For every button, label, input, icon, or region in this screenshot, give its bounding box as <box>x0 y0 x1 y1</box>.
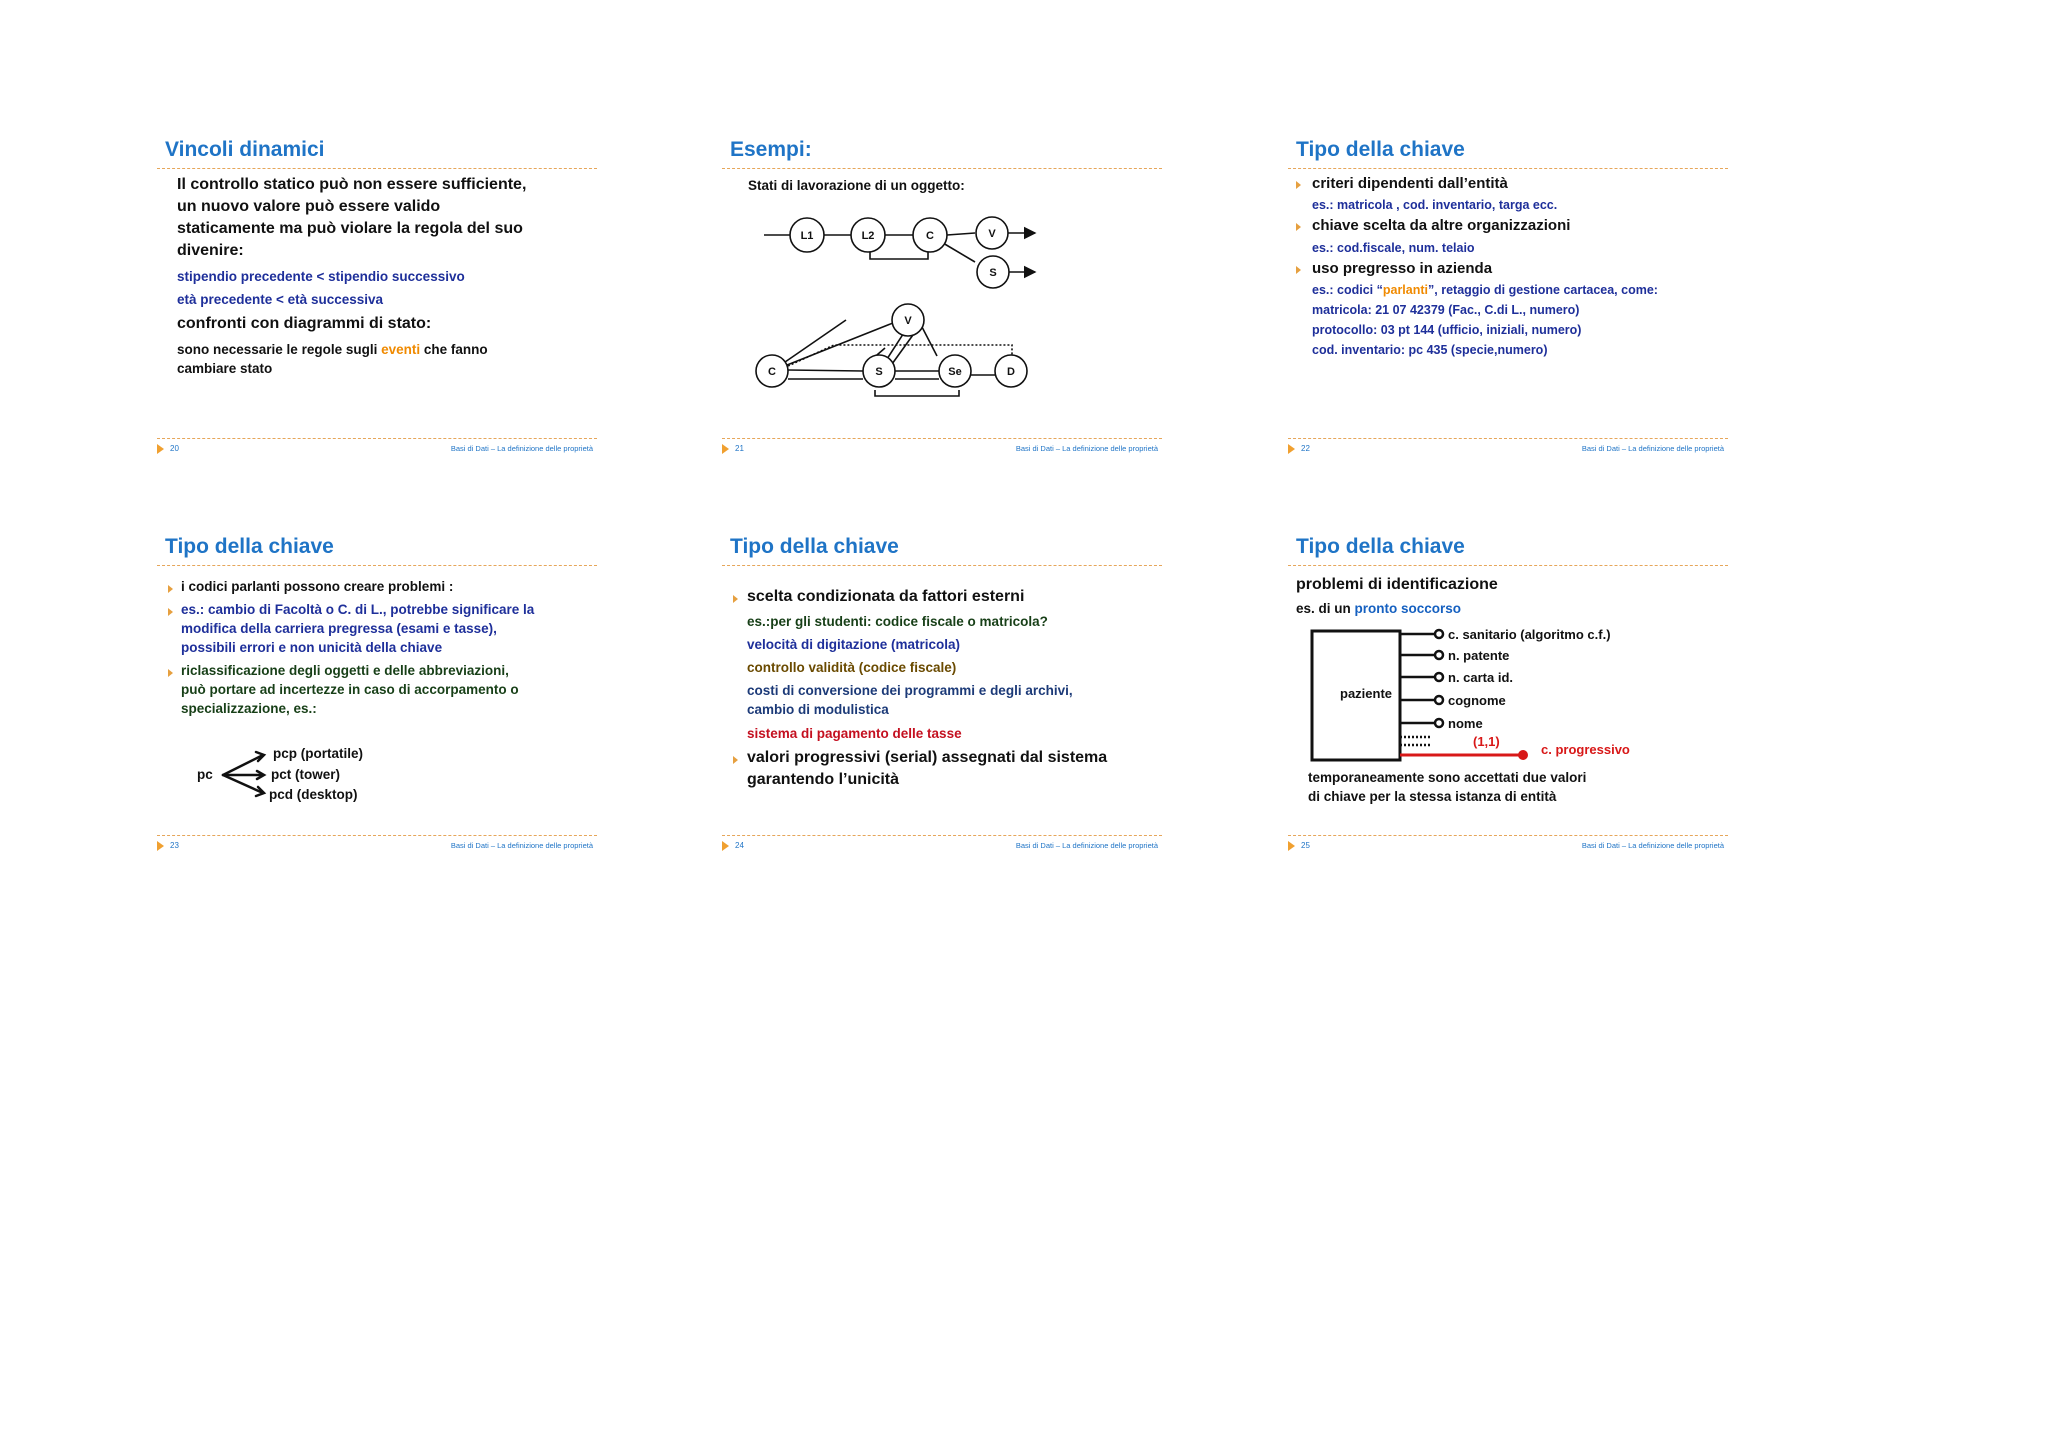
attribute-label: nome <box>1448 716 1483 731</box>
transition-line <box>947 233 975 235</box>
attribute-circle <box>1435 719 1443 727</box>
attribute-circle <box>1435 696 1443 704</box>
text-line: di chiave per la stessa istanza di entità <box>1308 789 1557 804</box>
text-line: controllo validità (codice fiscale) <box>747 660 957 675</box>
new-attribute-circle <box>1518 750 1528 760</box>
footer-arrow-icon <box>157 841 164 851</box>
text-line: cambiare stato <box>177 361 273 376</box>
state-label: S <box>989 267 997 279</box>
text-line: velocità di digitazione (matricola) <box>747 637 961 652</box>
tree-branch: pcp (portatile) <box>273 746 363 761</box>
text-line: Il controllo statico può non essere sufficiente, <box>177 176 527 193</box>
slide-21 <box>722 138 1162 453</box>
footer-arrow-icon <box>722 841 729 851</box>
text-line: garantendo l’unicità <box>747 771 900 788</box>
state-label: C <box>768 366 776 378</box>
entity-label: paziente <box>1340 686 1393 701</box>
state-label: V <box>988 228 996 240</box>
text-line: sono necessarie le regole sugli eventi che fanno <box>177 342 488 357</box>
footer-arrow-icon <box>1288 841 1295 851</box>
text-line: divenire: <box>177 242 244 259</box>
text-line: stipendio precedente < stipendio successivo <box>177 269 465 284</box>
slide-25 <box>1288 535 1728 850</box>
diagram-caption: Stati di lavorazione di un oggetto: <box>748 178 965 193</box>
title-divider <box>1288 168 1728 169</box>
attribute-label: cognome <box>1448 693 1506 708</box>
state-label: L2 <box>861 230 875 242</box>
text-line: specializzazione, es.: <box>181 701 317 716</box>
bullet-text: i codici parlanti possono creare problemi : <box>181 579 454 594</box>
tree-branch: pct (tower) <box>271 767 340 782</box>
state-label: V <box>904 315 912 327</box>
text-line: es. di un pronto soccorso <box>1296 601 1462 616</box>
bullet-text: valori progressivi (serial) assegnati dal sistema <box>747 749 1108 766</box>
page-number: 23 <box>170 841 179 850</box>
slide-title: Vincoli dinamici <box>165 138 325 161</box>
attribute-label: c. sanitario (algoritmo c.f.) <box>1448 627 1611 642</box>
state-label: S <box>875 366 883 378</box>
page-number: 24 <box>735 841 744 850</box>
text-line: es.: codici “parlanti”, retaggio di gestione cartacea, come: <box>1312 283 1658 297</box>
text-line: modifica della carriera pregressa (esami e tasse), <box>181 621 497 636</box>
slide-24 <box>722 535 1162 850</box>
tree-root: pc <box>197 767 213 782</box>
text-line: problemi di identificazione <box>1296 576 1498 593</box>
transition-line <box>943 243 975 262</box>
slide-title: Tipo della chiave <box>730 535 899 558</box>
slide-20 <box>157 138 597 453</box>
footer-divider <box>1288 835 1728 836</box>
transition-line <box>870 250 928 259</box>
branch-arrows <box>157 535 597 835</box>
footer-text: Basi di Dati – La definizione delle proprietà <box>450 444 593 453</box>
state-label: L1 <box>800 230 814 242</box>
footer-arrow-icon <box>722 444 729 454</box>
transition-line <box>875 390 959 396</box>
title-divider <box>722 565 1162 566</box>
footer-arrow-icon <box>1288 444 1295 454</box>
bullet-icon <box>733 756 738 764</box>
transition-line <box>788 370 863 371</box>
bullet-text: riclassificazione degli oggetti e delle abbreviazioni, <box>181 663 509 678</box>
text-line: costi di conversione dei programmi e degli archivi, <box>747 683 1073 698</box>
slide-22 <box>1288 138 1728 453</box>
text-line: es.:per gli studenti: codice fiscale o matricola? <box>747 614 1048 629</box>
bullet-text: es.: cambio di Facoltà o C. di L., potrebbe significare la <box>181 602 535 617</box>
slide-23 <box>157 535 597 850</box>
text-line: es.: cod.fiscale, num. telaio <box>1312 241 1475 255</box>
bullet-text: scelta condizionata da fattori esterni <box>747 588 1025 605</box>
text-line: possibili errori e non unicità della chiave <box>181 640 443 655</box>
slide-title: Tipo della chiave <box>1296 138 1465 161</box>
page-number: 21 <box>735 444 744 453</box>
text-line: staticamente ma può violare la regola del suo <box>177 220 523 237</box>
text-line: può portare ad incertezze in caso di accorpamento o <box>181 682 519 697</box>
bullet-icon <box>1296 181 1301 189</box>
new-attribute-label: c. progressivo <box>1541 742 1630 757</box>
page-number: 22 <box>1301 444 1310 453</box>
footer-text: Basi di Dati – La definizione delle proprietà <box>1581 841 1724 850</box>
page-number: 25 <box>1301 841 1310 850</box>
bullet-text: criteri dipendenti dall’entità <box>1312 175 1508 192</box>
slide-title: Tipo della chiave <box>1296 535 1465 558</box>
footer-divider <box>157 835 597 836</box>
footer-divider <box>157 438 597 439</box>
text-line: temporaneamente sono accettati due valori <box>1308 770 1587 785</box>
state-diagram <box>722 138 1162 438</box>
footer-text: Basi di Dati – La definizione delle proprietà <box>1015 841 1158 850</box>
text-line: protocollo: 03 pt 144 (ufficio, iniziali, numero) <box>1312 323 1582 337</box>
state-label: D <box>1007 366 1015 378</box>
slide-title: Esempi: <box>730 138 812 161</box>
transition-line <box>922 327 937 356</box>
footer-divider <box>722 438 1162 439</box>
text-line: cod. inventario: pc 435 (specie,numero) <box>1312 343 1548 357</box>
attribute-circle <box>1435 651 1443 659</box>
footer-text: Basi di Dati – La definizione delle proprietà <box>1015 444 1158 453</box>
footer-divider <box>722 835 1162 836</box>
state-label: Se <box>948 366 962 378</box>
footer-text: Basi di Dati – La definizione delle proprietà <box>450 841 593 850</box>
bullet-text: chiave scelta da altre organizzazioni <box>1312 217 1571 234</box>
state-label: C <box>926 230 934 242</box>
bullet-icon <box>1296 266 1301 274</box>
text-line: confronti con diagrammi di stato: <box>177 315 432 332</box>
text-line: età precedente < età successiva <box>177 292 384 307</box>
title-divider <box>157 168 597 169</box>
cardinality-label: (1,1) <box>1473 734 1500 749</box>
slide-title: Tipo della chiave <box>165 535 334 558</box>
bullet-icon <box>733 595 738 603</box>
bullet-text: uso pregresso in azienda <box>1312 260 1493 277</box>
transition-line <box>788 345 1012 366</box>
text-line: sistema di pagamento delle tasse <box>747 726 962 741</box>
attribute-circle <box>1435 630 1443 638</box>
attribute-label: n. carta id. <box>1448 670 1514 685</box>
attribute-circle <box>1435 673 1443 681</box>
footer-arrow-icon <box>157 444 164 454</box>
bullet-icon <box>1296 223 1301 231</box>
text-line: es.: matricola , cod. inventario, targa ecc. <box>1312 198 1558 212</box>
text-line: cambio di modulistica <box>747 702 889 717</box>
footer-text: Basi di Dati – La definizione delle proprietà <box>1581 444 1724 453</box>
text-line: un nuovo valore può essere valido <box>177 198 441 215</box>
attribute-label: n. patente <box>1448 648 1510 663</box>
text-line: matricola: 21 07 42379 (Fac., C.di L., numero) <box>1312 303 1580 317</box>
footer-divider <box>1288 438 1728 439</box>
tree-branch: pcd (desktop) <box>269 787 358 802</box>
page-number: 20 <box>170 444 179 453</box>
